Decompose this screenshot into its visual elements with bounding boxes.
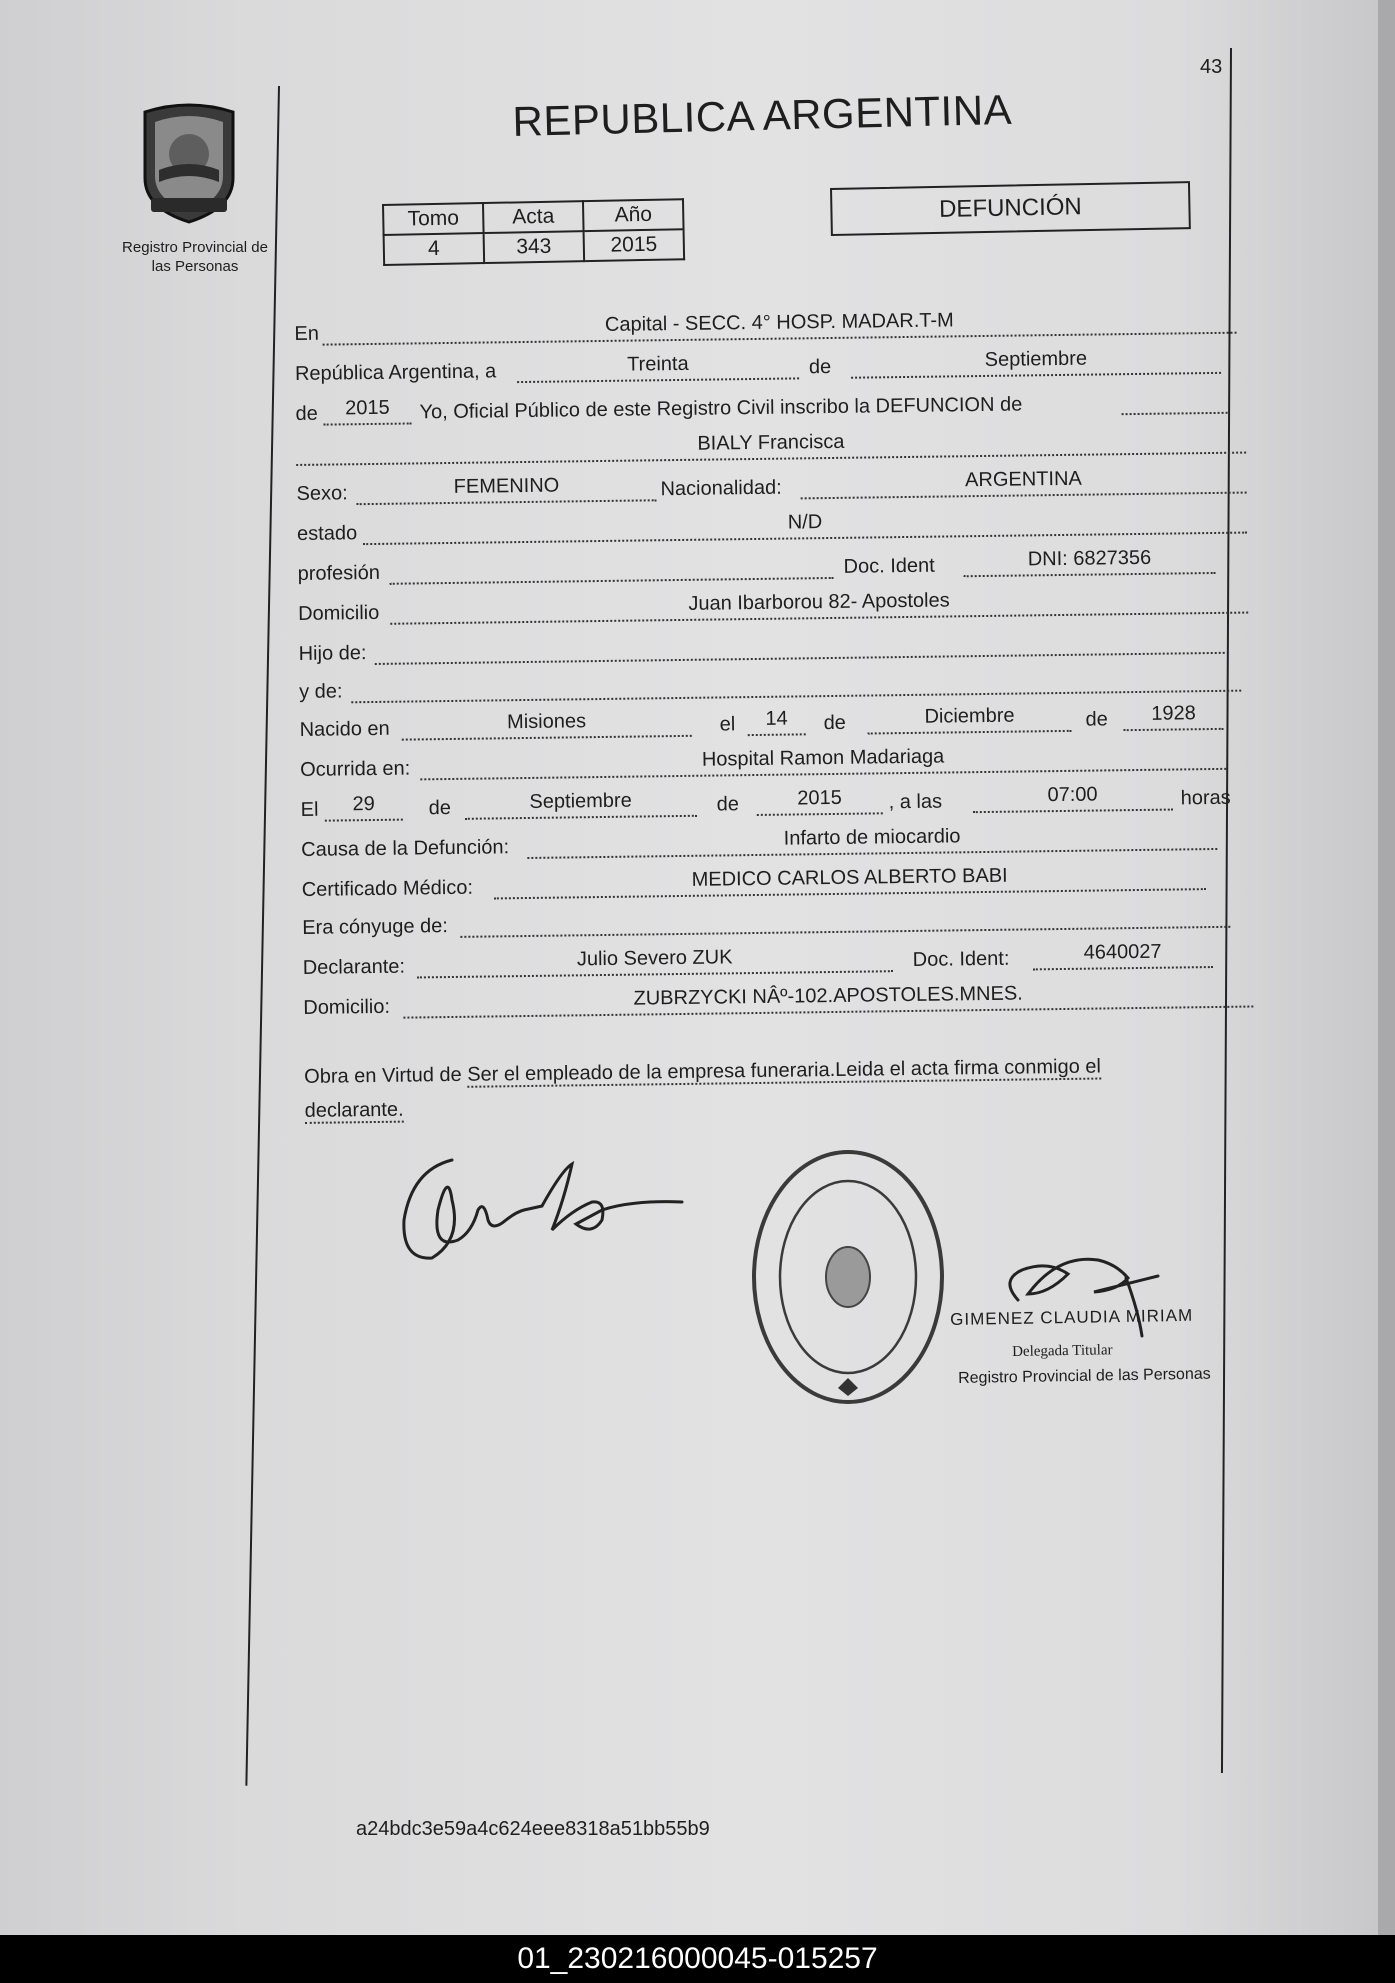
label-profesion: profesión [297,561,381,585]
field-death-day [324,791,402,822]
label-obra: Obra en Virtud de [304,1063,462,1088]
obra-en-virtud [304,1047,1265,1128]
field-death-year [756,784,882,816]
document-title: REPUBLICA ARGENTINA [512,85,1013,145]
label-sexo: Sexo: [296,482,348,505]
header-tomo: Tomo [383,203,484,235]
field-birth-day [747,705,805,736]
label-domicilio-2: Domicilio: [303,995,391,1019]
label-el-2: El [300,798,319,821]
value-registration-year: 2015 [345,396,390,420]
label-a-las: , a las [888,790,943,814]
value-domicilio-2: ZUBRZYCKI NÂº-102.APOSTOLES.MNES. [633,982,1023,1010]
value-deceased-name: BIALY Francisca [697,430,845,455]
registry-caption-line-2: las Personas [151,258,239,275]
value-death-day: 29 [352,792,375,816]
field-birth-month [867,702,1071,735]
value-causa: Infarto de miocardio [783,825,961,850]
field-death-month [464,787,696,820]
value-place: Capital - SECC. 4° HOSP. MADAR.T-M [604,309,954,336]
label-oficial-text: Yo, Oficial Público de este Registro Civil inscribo la DEFUNCION de [419,393,1023,424]
label-en: En [294,322,320,345]
value-birth-month: Diciembre [924,704,1015,728]
value-obra-line-2: declarante. [304,1098,404,1122]
record-table [382,198,685,266]
field-registration-year [323,394,411,425]
label-conyuge: Era cónyuge de: [302,915,449,939]
value-death-time: 07:00 [1047,783,1098,807]
field-death-time [972,781,1172,814]
death-record-form [294,286,1244,1122]
left-margin-line [245,86,280,1786]
label-republica: República Argentina, a [294,360,497,385]
label-de-3: de [823,711,847,735]
official-name: GIMENEZ CLAUDIA MIRIAM [950,1305,1194,1329]
misiones-coat-of-arms-logo [133,98,245,226]
value-estado: N/D [787,511,823,534]
field-declarante [417,942,893,978]
value-birth-year: 1928 [1151,702,1196,725]
field-sexo [356,471,656,505]
label-de-4: de [1085,708,1108,731]
value-certificado: MEDICO CARLOS ALBERTO BABI [691,864,1008,891]
value-domicilio: Juan Ibarborou 82- Apostoles [688,589,950,615]
document-type-box: DEFUNCIÓN [830,181,1191,236]
label-y-de: y de: [299,680,343,703]
footer-code: 01_230216000045-015257 [517,1942,878,1975]
value-registration-day: Treinta [626,352,689,376]
label-doc-ident-2: Doc. Ident: [912,947,1010,971]
label-nacido-en: Nacido en [299,717,390,741]
value-obra: Ser el empleado de la empresa funeraria.Leida el acta firma conmigo el [467,1055,1102,1086]
field-oficial-trailing [1121,384,1227,415]
declarant-signature [392,1140,692,1290]
value-acta: 343 [484,231,585,263]
value-declarante: Julio Severo ZUK [576,946,733,971]
field-domicilio-2 [403,978,1253,1019]
label-certificado: Certificado Médico: [301,876,474,901]
label-estado: estado [296,522,358,545]
value-birth-day: 14 [765,707,788,730]
field-birth-year [1123,700,1223,731]
value-ocurrida: Hospital Ramon Madariaga [701,745,945,771]
value-nacido-en: Misiones [506,710,587,734]
header-acta: Acta [483,201,584,233]
label-causa: Causa de la Defunción: [301,836,510,861]
field-doc-ident [963,544,1215,577]
value-tomo: 4 [384,233,485,265]
official-office: Registro Provincial de las Personas [958,1365,1211,1387]
label-doc-ident: Doc. Ident [843,554,935,578]
label-de-6: de [716,793,740,816]
value-anio: 2015 [584,229,685,261]
field-nacido-en [401,707,691,741]
field-doc-ident-2 [1032,938,1212,970]
registry-caption [110,238,280,276]
official-role: Delegada Titular [1012,1342,1113,1360]
field-profesion [389,549,833,585]
right-edge-strip [1378,0,1395,1935]
label-horas: horas [1180,786,1231,810]
value-death-year: 2015 [797,786,842,810]
label-de-5: de [428,796,452,820]
registry-caption-line-1: Registro Provincial de [122,239,268,256]
value-nacionalidad: ARGENTINA [964,467,1082,492]
record-table-value-row [384,229,685,265]
label-el: el [719,713,736,736]
field-conyuge [460,898,1230,938]
label-de-1: de [808,355,832,379]
document-hash: a24bdc3e59a4c624eee8318a51bb55b9 [356,1818,710,1840]
header-anio: Año [583,199,684,231]
registry-seal-stamp [748,1146,948,1408]
label-ocurrida: Ocurrida en: [300,757,411,781]
footer-code-bar [0,1935,1395,1983]
field-registration-month [851,344,1221,379]
value-doc-ident-2: 4640027 [1083,940,1162,964]
label-de-2: de [295,402,318,425]
label-declarante: Declarante: [302,955,406,979]
value-registration-month: Septiembre [984,347,1088,371]
field-ocurrida [420,740,1226,781]
label-nacionalidad: Nacionalidad: [660,476,782,501]
page-number: 43 [1200,56,1223,78]
field-causa [527,820,1217,859]
value-sexo: FEMENINO [453,474,560,498]
value-doc-ident: DNI: 6827356 [1027,546,1152,571]
field-registration-day [517,349,799,383]
value-death-month: Septiembre [529,789,632,813]
label-domicilio: Domicilio [297,601,380,625]
label-hijo-de: Hijo de: [298,642,367,665]
field-nacionalidad [800,464,1246,500]
